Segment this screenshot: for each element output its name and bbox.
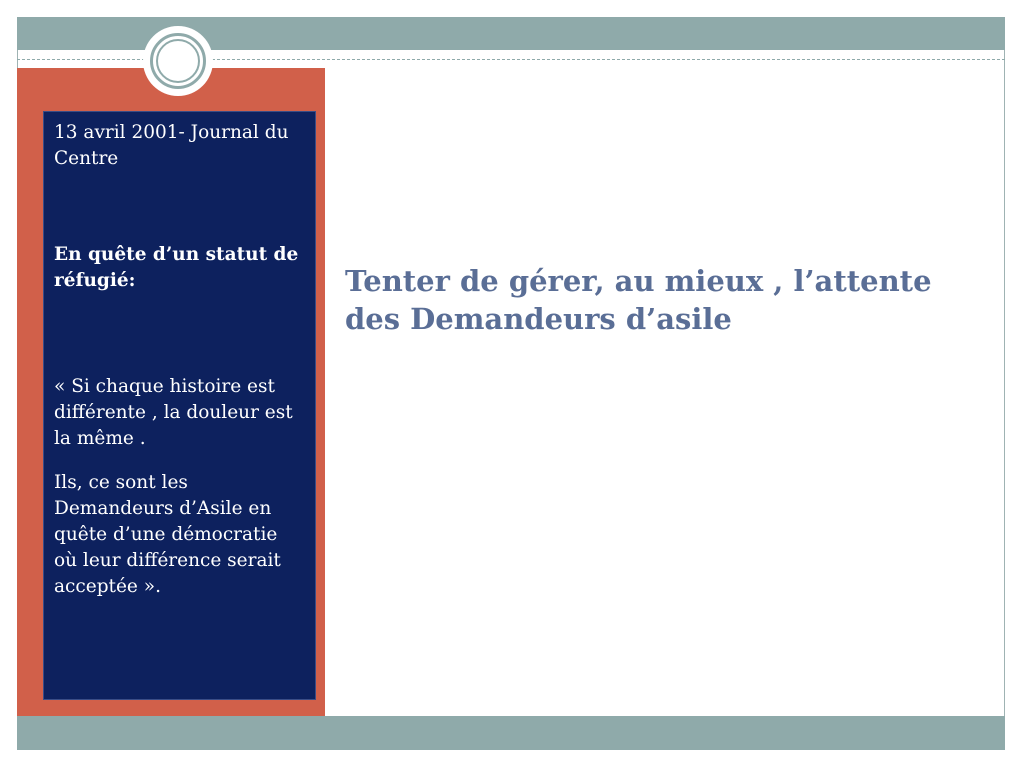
quote-part-2: Ils, ce sont les Demandeurs d’Asile en quête d’une démocratie où leur différence serait acceptée ». [54, 472, 281, 597]
text-panel [43, 111, 316, 700]
quote-part-1: « Si chaque histoire est différente , la douleur est la même . [54, 376, 293, 449]
panel-heading: En quête d’un statut de réfugié: [54, 244, 299, 291]
slide-title: Tenter de gérer, au mieux , l’attente des Demandeurs d’asile [345, 264, 932, 336]
date-source: 13 avril 2001- Journal du Centre [54, 122, 289, 169]
bottom-band [17, 716, 1005, 750]
circle-ornament-inner [156, 39, 200, 83]
